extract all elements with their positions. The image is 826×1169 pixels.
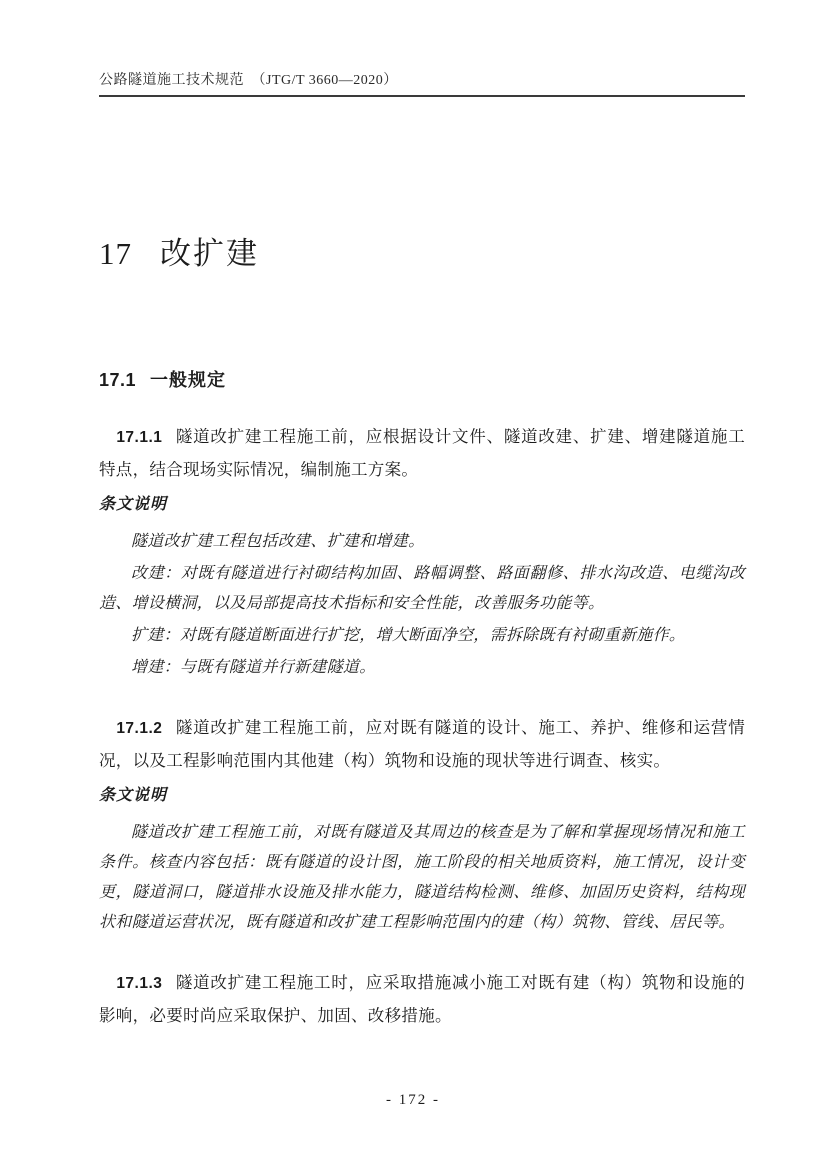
commentary-17-1-2 [99, 786, 745, 938]
page-footer [0, 1091, 826, 1109]
clause-text: 隧道改扩建工程施工时，应采取措施减小施工对既有建（构）筑物和设施的影响，必要时尚应采取保护、加固、改移措施。 [99, 973, 745, 1025]
clause-number: 17.1.1 [116, 429, 163, 446]
clause-17-1-3 [99, 967, 745, 1032]
commentary-paragraph: 隧道改扩建工程包括改建、扩建和增建。 [131, 533, 425, 550]
section-number: 17.1 [99, 370, 137, 390]
chapter-number: 17 [99, 236, 132, 271]
commentary-paragraph: 改建：对既有隧道进行衬砌结构加固、路幅调整、路面翻修、排水沟改造、电缆沟改造、增设横洞，以及局部提高技术指标和安全性能，改善服务功能等。 [99, 565, 745, 612]
commentary-paragraph: 增建：与既有隧道并行新建隧道。 [131, 659, 376, 676]
chapter-name: 改扩建 [160, 236, 259, 271]
clause-17-1-1 [99, 421, 745, 486]
running-title: 公路隧道施工技术规范 （JTG/T 3660—2020） [99, 73, 398, 88]
commentary-paragraph: 隧道改扩建工程施工前，对既有隧道及其周边的核查是为了解和掌握现场情况和施工条件。核查内容包括：既有隧道的设计图，施工阶段的相关地质资料，施工情况，设计变更，隧道洞口，隧道排水设施及排水能力，隧道结构检测、维修、加固历史资料，结构现状和隧道运营状况，既有隧道和改扩建工程影响范围内的建（构）筑物、管线、居民等。 [99, 824, 745, 931]
page-number: - 172 - [386, 1092, 440, 1108]
clause-17-1-2 [99, 712, 745, 777]
commentary-label: 条文说明 [99, 787, 168, 804]
section-name: 一般规定 [150, 370, 227, 390]
clause-number: 17.1.3 [116, 975, 163, 992]
clause-text: 隧道改扩建工程施工前，应根据设计文件、隧道改建、扩建、增建隧道施工特点，结合现场实际情况，编制施工方案。 [99, 427, 745, 479]
commentary-label: 条文说明 [99, 496, 168, 513]
clause-number: 17.1.2 [116, 720, 163, 737]
section-heading [99, 368, 745, 392]
commentary-17-1-1 [99, 495, 745, 683]
header-rule [99, 95, 745, 97]
clause-text: 隧道改扩建工程施工前，应对既有隧道的设计、施工、养护、维修和运营情况，以及工程影响范围内其他建（构）筑物和设施的现状等进行调查、核实。 [99, 718, 745, 770]
running-header [99, 0, 745, 97]
commentary-paragraph: 扩建：对既有隧道断面进行扩挖，增大断面净空，需拆除既有衬砌重新施作。 [131, 627, 686, 644]
chapter-title [99, 235, 745, 273]
